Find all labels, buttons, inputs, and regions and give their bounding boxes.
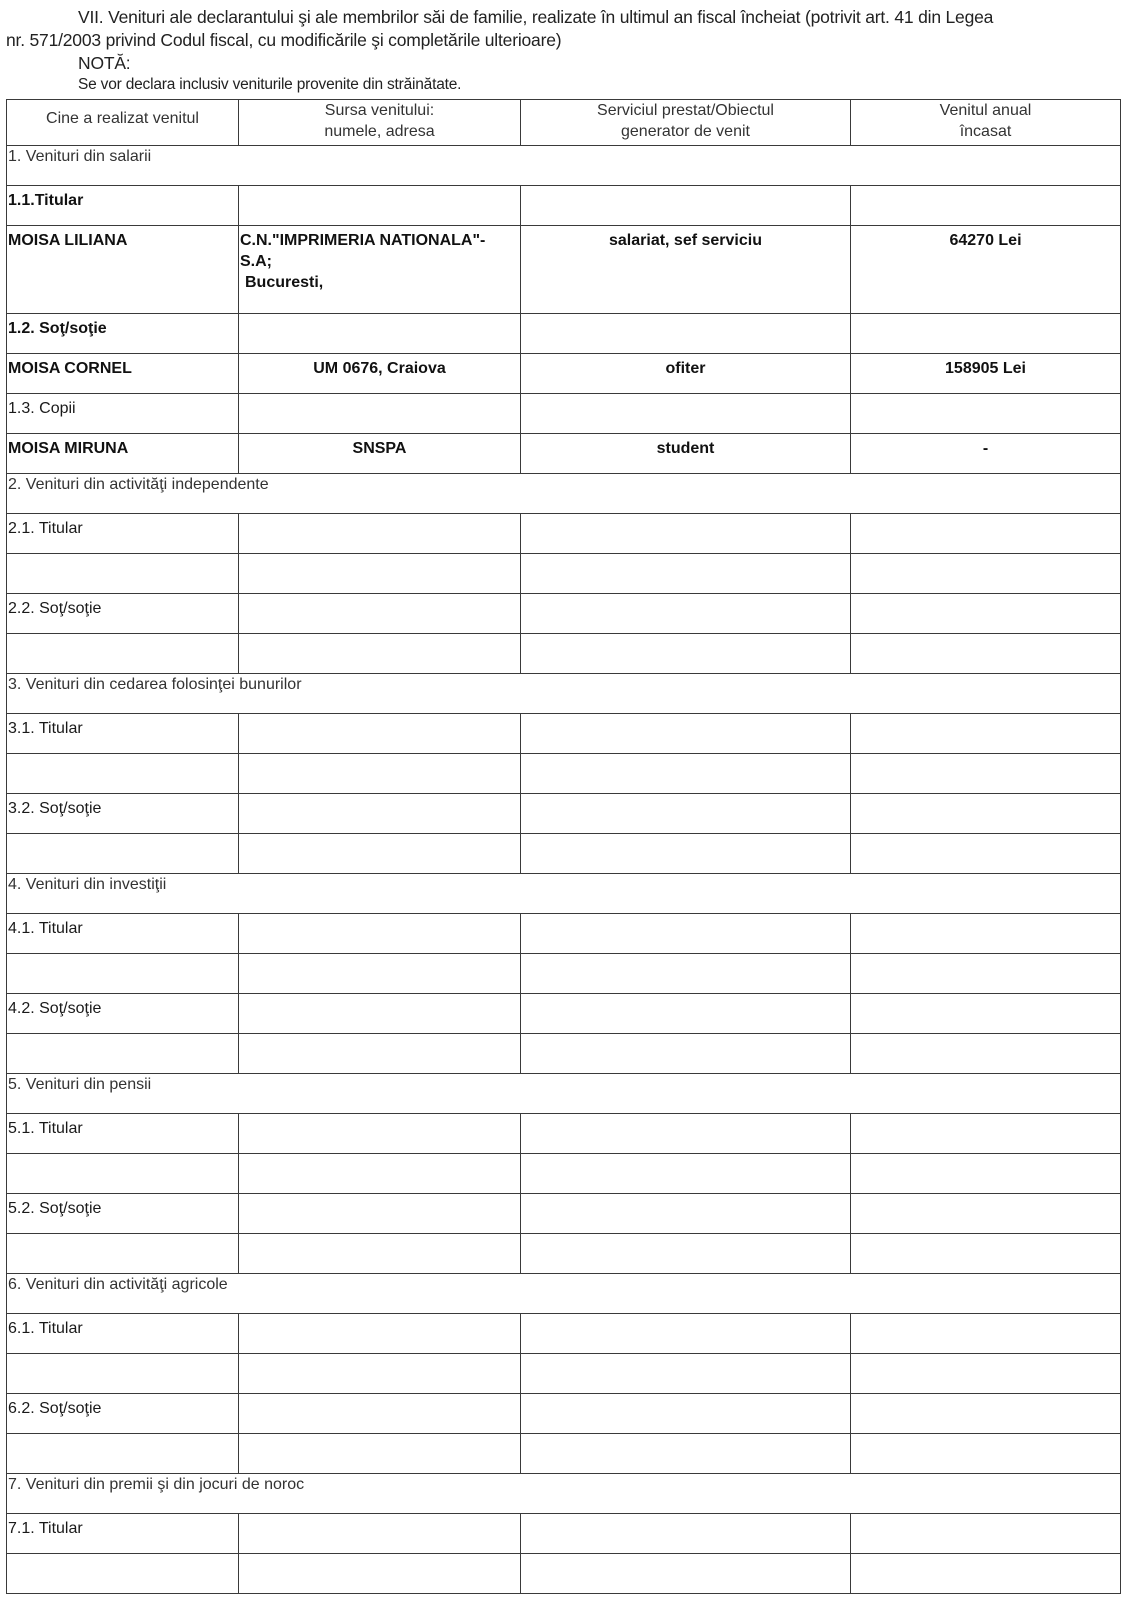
section-4-title: 4. Venituri din investiţii [7,874,1121,914]
table-row [7,1354,1121,1394]
section-row [7,146,1121,186]
header-income-line-1: Venitul anual [939,102,1032,119]
table-row [7,1034,1121,1074]
table-row [7,794,1121,834]
heading-line-2: nr. 571/2003 privind Codul fiscal, cu modificările şi completările ulterioare) [6,30,562,50]
section-row [7,1074,1121,1114]
table-row [7,714,1121,754]
annual-income: 64270 Lei [851,226,1121,314]
income-source [239,226,521,314]
table-row [7,1234,1121,1274]
table-row [7,394,1121,434]
table-row [7,1394,1121,1434]
source-line-3: Bucuresti, [245,274,324,291]
table-row [7,594,1121,634]
source-line-2: S.A; [240,253,272,270]
header-service-line-2: generator de venit [621,123,750,140]
titular-label: 7.1. Titular [7,1514,239,1554]
service: student [521,434,851,474]
nota-text: Se vor declara inclusiv veniturile provenite din străinătate. [78,76,462,93]
spouse-label: 5.2. Soţ/soţie [7,1194,239,1234]
section-row [7,674,1121,714]
titular-label: 2.1. Titular [7,514,239,554]
table-row [7,434,1121,474]
table-row [7,834,1121,874]
children-label: 1.3. Copii [7,394,239,434]
annual-income: - [851,434,1121,474]
spouse-label: 3.2. Soţ/soţie [7,794,239,834]
section-heading [6,6,1120,95]
section-3-title: 3. Venituri din cedarea folosinţei bunurilor [7,674,1121,714]
titular-label: 4.1. Titular [7,914,239,954]
person-name: MOISA CORNEL [7,354,239,394]
table-row [7,1434,1121,1474]
section-row [7,1474,1121,1514]
table-row [7,1554,1121,1594]
section-5-title: 5. Venituri din pensii [7,1074,1121,1114]
table-row [7,754,1121,794]
table-row [7,1194,1121,1234]
income-table [6,99,1121,1594]
table-row [7,186,1121,226]
header-service-line-1: Serviciul prestat/Obiectul [597,102,774,119]
section-row [7,474,1121,514]
annual-income: 158905 Lei [851,354,1121,394]
table-row [7,914,1121,954]
table-row [7,1514,1121,1554]
service: ofiter [521,354,851,394]
table-row [7,314,1121,354]
header-source [239,100,521,146]
section-row [7,874,1121,914]
table-row [7,514,1121,554]
section-2-title: 2. Venituri din activităţi independente [7,474,1121,514]
titular-label: 5.1. Titular [7,1114,239,1154]
spouse-label: 6.2. Soţ/soţie [7,1394,239,1434]
table-row [7,554,1121,594]
heading-line-1: VII. Venituri ale declarantului şi ale membrilor săi de familie, realizate în ultimul an fiscal încheiat (potrivit art. 41 din Legea [78,7,994,27]
titular-label: 6.1. Titular [7,1314,239,1354]
header-income-line-2: încasat [959,123,1012,140]
header-who: Cine a realizat venitul [7,100,239,146]
service: salariat, sef serviciu [521,226,851,314]
table-row [7,1114,1121,1154]
table-row [7,954,1121,994]
table-row [7,994,1121,1034]
source-line-1: C.N."IMPRIMERIA NATIONALA"- [240,232,486,249]
table-row [7,226,1121,314]
person-name: MOISA LILIANA [7,226,239,314]
table-row [7,1314,1121,1354]
titular-label: 1.1.Titular [7,186,239,226]
titular-label: 3.1. Titular [7,714,239,754]
table-row [7,1154,1121,1194]
header-income [851,100,1121,146]
table-header-row [7,100,1121,146]
table-row [7,354,1121,394]
section-7-title: 7. Venituri din premii şi din jocuri de noroc [7,1474,1121,1514]
header-source-line-1: Sursa venitului: [324,102,435,119]
header-service [521,100,851,146]
section-6-title: 6. Venituri din activităţi agricole [7,1274,1121,1314]
section-row [7,1274,1121,1314]
spouse-label: 2.2. Soţ/soţie [7,594,239,634]
spouse-label: 1.2. Soţ/soţie [7,314,239,354]
spouse-label: 4.2. Soţ/soţie [7,994,239,1034]
table-row [7,634,1121,674]
nota-label: NOTĂ: [78,53,131,73]
income-source: UM 0676, Craiova [239,354,521,394]
income-source: SNSPA [239,434,521,474]
person-name: MOISA MIRUNA [7,434,239,474]
section-1-title: 1. Venituri din salarii [7,146,1121,186]
header-source-line-2: numele, adresa [324,123,435,140]
